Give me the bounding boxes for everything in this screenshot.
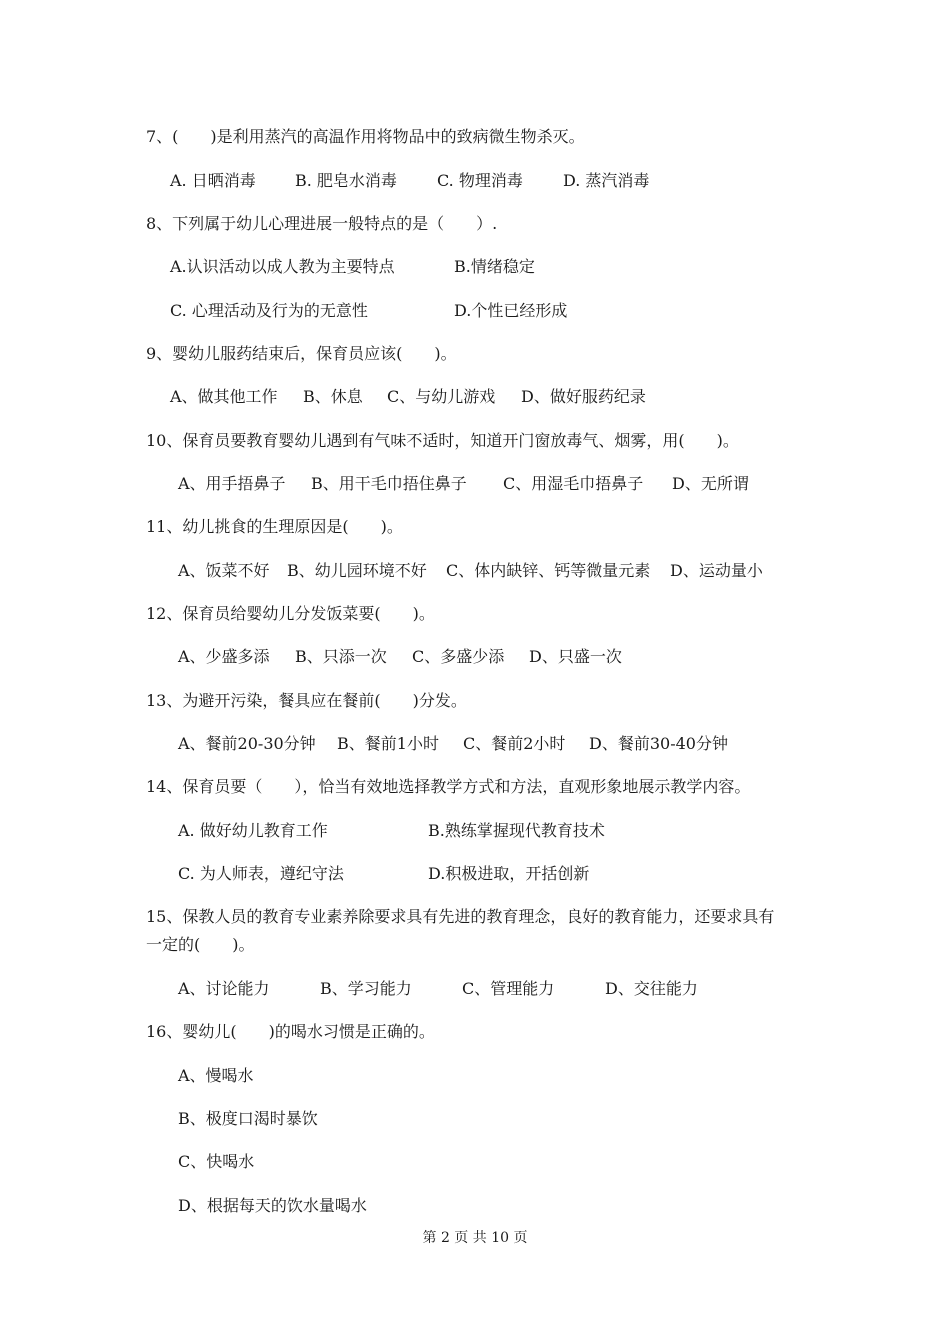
question-15-option-a: A、讨论能力 [178, 979, 270, 998]
question-7-option-b: B. 肥皂水消毒 [295, 171, 397, 190]
question-8-option-d: D.个性已经形成 [454, 301, 568, 320]
question-7-option-c: C. 物理消毒 [437, 171, 523, 190]
question-14-stem: 14、保育员要（ ），恰当有效地选择教学方式和方法，直观形象地展示教学内容。 [146, 777, 751, 796]
question-15-option-b: B、学习能力 [320, 979, 412, 998]
question-7-stem: 7、( )是利用蒸汽的高温作用将物品中的致病微生物杀灭。 [146, 127, 585, 146]
question-10-option-a: A、用手捂鼻子 [178, 474, 286, 493]
question-11-stem: 11、幼儿挑食的生理原因是( )。 [146, 517, 403, 536]
page-number-footer: 第 2 页 共 10 页 [422, 1230, 528, 1246]
question-11-option-c: C、体内缺锌、钙等微量元素 [446, 561, 651, 580]
question-16-option-a: A、慢喝水 [178, 1066, 254, 1085]
question-9-option-d: D、做好服药纪录 [521, 387, 646, 406]
question-11-option-d: D、运动量小 [670, 561, 763, 580]
question-10-option-b: B、用干毛巾捂住鼻子 [311, 474, 467, 493]
question-16-option-b: B、极度口渴时暴饮 [178, 1109, 318, 1128]
question-15-stem-continued: 一定的( )。 [146, 935, 255, 954]
question-7-option-d: D. 蒸汽消毒 [563, 171, 650, 190]
question-16-option-d: D、根据每天的饮水量喝水 [178, 1196, 367, 1215]
question-9-option-b: B、休息 [303, 387, 363, 406]
question-15-option-c: C、管理能力 [462, 979, 555, 998]
question-8-stem: 8、下列属于幼儿心理进展一般特点的是（ ）. [146, 214, 498, 233]
question-9-option-a: A、做其他工作 [170, 387, 278, 406]
question-12-option-b: B、只添一次 [295, 647, 387, 666]
question-12-option-d: D、只盛一次 [529, 647, 622, 666]
question-10-option-d: D、无所谓 [672, 474, 749, 493]
question-12-option-c: C、多盛少添 [412, 647, 505, 666]
question-14-option-a: A. 做好幼儿教育工作 [178, 821, 328, 840]
question-16-option-c: C、快喝水 [178, 1152, 255, 1171]
question-8-option-b: B.情绪稳定 [454, 257, 535, 276]
question-10-option-c: C、用湿毛巾捂鼻子 [503, 474, 644, 493]
question-9-stem: 9、婴幼儿服药结束后，保育员应该( )。 [146, 344, 457, 363]
question-13-option-c: C、餐前2小时 [463, 734, 566, 753]
question-13-stem: 13、为避开污染，餐具应在餐前( )分发。 [146, 691, 467, 710]
question-15-stem: 15、保教人员的教育专业素养除要求具有先进的教育理念，良好的教育能力，还要求具有 [146, 907, 775, 926]
question-12-stem: 12、保育员给婴幼儿分发饭菜要( )。 [146, 604, 435, 623]
question-14-option-d: D.积极进取，开括创新 [428, 864, 590, 883]
question-8-option-c: C. 心理活动及行为的无意性 [170, 301, 368, 320]
question-13-option-a: A、餐前20-30分钟 [178, 734, 316, 753]
question-13-option-d: D、餐前30-40分钟 [589, 734, 728, 753]
question-8-option-a: A.认识活动以成人教为主要特点 [170, 257, 395, 276]
question-14-option-b: B.熟练掌握现代教育技术 [428, 821, 605, 840]
question-10-stem: 10、保育员要教育婴幼儿遇到有气味不适时，知道开门窗放毒气、烟雾，用( )。 [146, 431, 739, 450]
question-12-option-a: A、少盛多添 [178, 647, 270, 666]
question-7-option-a: A. 日晒消毒 [170, 171, 256, 190]
question-9-option-c: C、与幼儿游戏 [387, 387, 496, 406]
question-16-stem: 16、婴幼儿( )的喝水习惯是正确的。 [146, 1022, 435, 1041]
question-11-option-b: B、幼儿园环境不好 [287, 561, 427, 580]
question-11-option-a: A、饭菜不好 [178, 561, 270, 580]
question-14-option-c: C. 为人师表，遵纪守法 [178, 864, 344, 883]
question-13-option-b: B、餐前1小时 [337, 734, 439, 753]
question-15-option-d: D、交往能力 [605, 979, 698, 998]
